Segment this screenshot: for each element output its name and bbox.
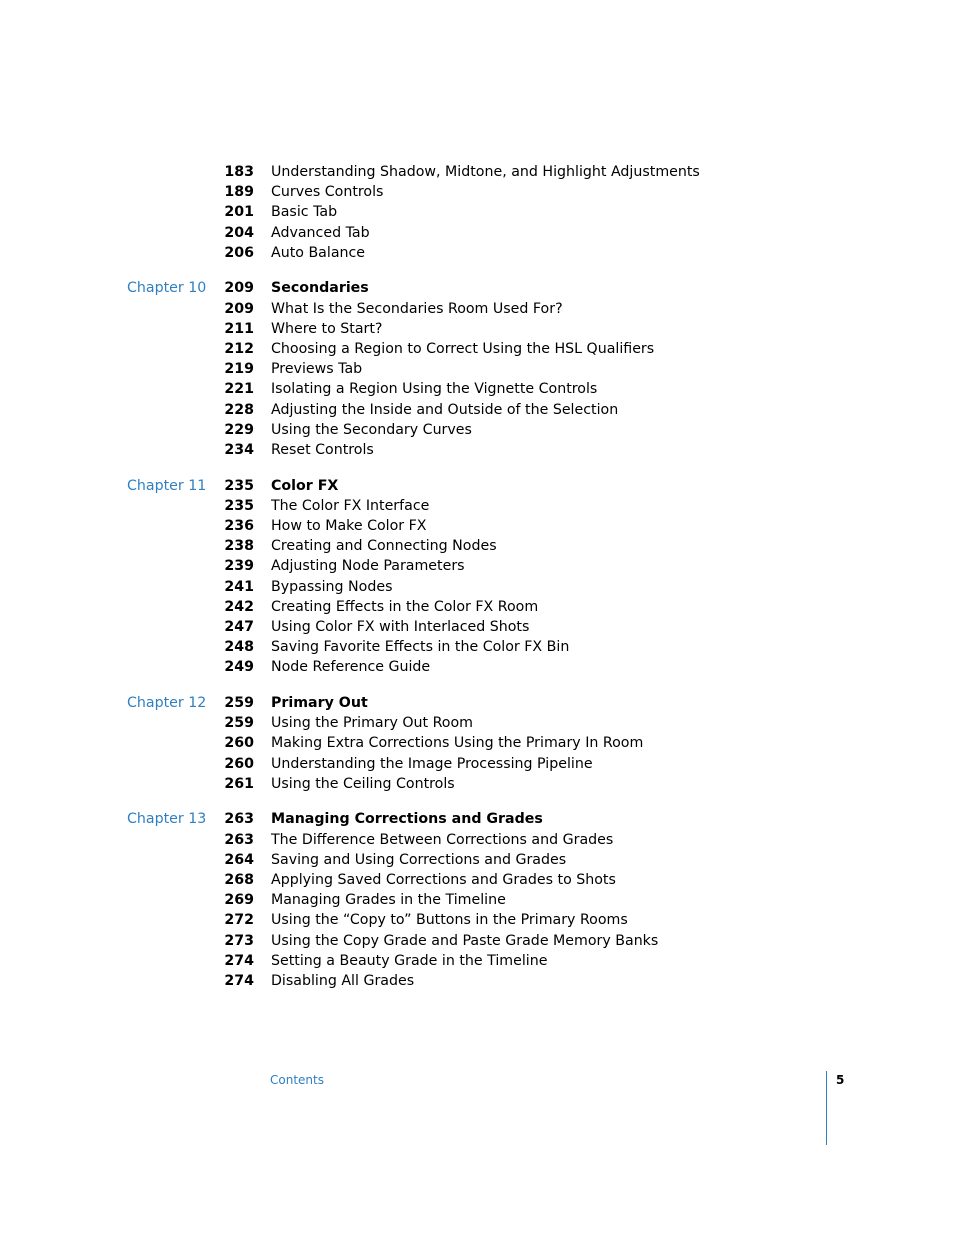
toc-entry-row[interactable] [0,182,954,202]
footer-section-label: Contents [270,1073,324,1087]
toc-page-number: 236 [224,518,254,534]
toc-entry-title[interactable]: Basic Tab [271,204,338,221]
toc-entry-row[interactable] [0,951,954,971]
toc-entry-title[interactable]: Using the Primary Out Room [271,715,473,732]
toc-entry-row[interactable] [0,657,954,677]
toc-page-number: 263 [224,831,254,848]
chapter-label[interactable]: Chapter 12 [127,695,207,711]
toc-entry-title[interactable]: Adjusting the Inside and Outside of the Selection [271,401,619,418]
toc-entry-title[interactable]: Disabling All Grades [271,972,415,989]
toc-entry-row[interactable] [0,754,954,774]
toc-entry-row[interactable] [0,637,954,657]
toc-entry-title[interactable]: Using the “Copy to” Buttons in the Primary Rooms [271,912,628,929]
toc-entry-row[interactable] [0,597,954,617]
table-of-contents [0,162,954,991]
toc-entry-row[interactable] [0,440,954,460]
toc-entry-title[interactable]: Where to Start? [271,320,383,337]
toc-page-number: 234 [224,441,254,458]
toc-page-number: 260 [224,755,254,772]
toc-entry-title[interactable]: Advanced Tab [271,224,370,241]
toc-entry-row[interactable] [0,299,954,319]
toc-entry-title[interactable]: Reset Controls [271,441,374,458]
toc-page-number: 259 [224,715,254,732]
toc-entry-title[interactable]: Managing Grades in the Timeline [271,892,506,909]
toc-entry-row[interactable] [0,617,954,637]
toc-entry-title[interactable]: Bypassing Nodes [271,578,393,595]
toc-entry-row[interactable] [0,910,954,930]
toc-page-number: 247 [224,618,254,635]
toc-entry-title[interactable]: Saving and Using Corrections and Grades [271,851,567,868]
toc-chapter-title[interactable]: Primary Out [271,695,368,711]
toc-entry-row[interactable] [0,774,954,794]
toc-page-number: 268 [224,872,254,888]
toc-entry-row[interactable] [0,379,954,399]
toc-chapter-title[interactable]: Secondaries [271,280,369,297]
toc-entry-title[interactable]: Using the Ceiling Controls [271,775,455,792]
toc-entry-title[interactable]: How to Make Color FX [271,518,427,534]
toc-chapter-heading-row[interactable] [0,693,954,713]
page-number: 5 [836,1073,845,1087]
toc-page-number: 272 [224,912,254,929]
toc-page-number: 209 [224,280,254,297]
toc-page-number: 260 [224,735,254,752]
toc-page-number: 249 [224,659,254,676]
toc-entry-row[interactable] [0,420,954,440]
toc-page-number: 241 [224,578,254,595]
toc-page-number: 261 [224,775,254,792]
toc-page-number: 235 [224,497,254,514]
toc-entry-title[interactable]: Applying Saved Corrections and Grades to Shots [271,872,616,888]
chapter-label[interactable]: Chapter 11 [127,477,207,494]
toc-entry-row[interactable] [0,400,954,420]
toc-chapter-title[interactable]: Managing Corrections and Grades [271,811,543,828]
toc-page-number: 248 [224,639,254,656]
toc-entry-row[interactable] [0,577,954,597]
toc-entry-title[interactable]: Making Extra Corrections Using the Primary In Room [271,735,644,752]
toc-page-number: 242 [224,598,254,615]
toc-entry-title[interactable]: Understanding Shadow, Midtone, and Highlight Adjustments [271,164,700,180]
toc-entry-title[interactable]: Node Reference Guide [271,659,431,676]
toc-page-number: 206 [224,244,254,261]
toc-page-number: 189 [224,184,254,201]
toc-page-number: 269 [224,892,254,909]
toc-page-number: 183 [224,164,254,180]
toc-entry-row[interactable] [0,339,954,359]
toc-page-number: 221 [224,381,254,398]
toc-page-number: 263 [224,811,254,828]
toc-entry-title[interactable]: The Difference Between Corrections and Grades [271,831,614,848]
toc-entry-title[interactable]: The Color FX Interface [271,497,430,514]
toc-entry-row[interactable] [0,516,954,536]
toc-entry-row[interactable] [0,890,954,910]
toc-chapter-heading-row[interactable] [0,278,954,298]
toc-entry-title[interactable]: Adjusting Node Parameters [271,558,465,575]
toc-page-number: 238 [224,538,254,555]
toc-group [0,809,954,991]
toc-page-number: 228 [224,401,254,418]
chapter-label[interactable]: Chapter 13 [127,811,207,828]
toc-page-number: 209 [224,300,254,317]
toc-entry-row[interactable] [0,931,954,951]
chapter-label[interactable]: Chapter 10 [127,280,207,297]
toc-entry-row[interactable] [0,850,954,870]
toc-page-number: 201 [224,204,254,221]
toc-entry-title[interactable]: Auto Balance [271,244,366,261]
toc-entry-row[interactable] [0,556,954,576]
toc-group [0,476,954,678]
toc-entry-title[interactable]: Saving Favorite Effects in the Color FX Bin [271,639,570,656]
toc-chapter-heading-row[interactable] [0,809,954,829]
toc-entry-row[interactable] [0,971,954,991]
toc-entry-row[interactable] [0,359,954,379]
toc-entry-title[interactable]: Using the Copy Grade and Paste Grade Memory Banks [271,932,659,949]
toc-group [0,278,954,460]
toc-entry-row[interactable] [0,202,954,222]
toc-entry-title[interactable]: Creating and Connecting Nodes [271,538,497,555]
toc-entry-title[interactable]: What Is the Secondaries Room Used For? [271,300,563,317]
toc-entry-row[interactable] [0,830,954,850]
toc-chapter-heading-row[interactable] [0,476,954,496]
toc-group [0,693,954,794]
toc-entry-title[interactable]: Choosing a Region to Correct Using the HSL Qualifiers [271,341,655,357]
toc-entry-row[interactable] [0,870,954,890]
toc-entry-title[interactable]: Setting a Beauty Grade in the Timeline [271,952,548,969]
toc-entry-row[interactable] [0,713,954,733]
toc-entry-title[interactable]: Isolating a Region Using the Vignette Controls [271,381,598,398]
toc-group [0,162,954,263]
toc-page-number: 264 [224,851,254,868]
toc-page-number: 204 [224,224,254,241]
toc-page-number: 229 [224,421,254,438]
toc-entry-title[interactable]: Understanding the Image Processing Pipeline [271,755,593,772]
toc-page-number: 274 [224,952,254,969]
toc-entry-title[interactable]: Using the Secondary Curves [271,421,472,438]
toc-entry-row[interactable] [0,536,954,556]
toc-page-number: 212 [224,341,254,357]
toc-entry-row[interactable] [0,162,954,182]
toc-page-number: 235 [224,477,254,494]
toc-page-number: 259 [224,695,254,711]
toc-entry-row[interactable] [0,496,954,516]
footer-divider [826,1071,827,1145]
toc-chapter-title[interactable]: Color FX [271,477,339,494]
toc-page-number: 239 [224,558,254,575]
toc-page-number: 273 [224,932,254,949]
toc-entry-title[interactable]: Previews Tab [271,361,363,378]
toc-page-number: 274 [224,972,254,989]
toc-entry-row[interactable] [0,243,954,263]
toc-entry-row[interactable] [0,319,954,339]
toc-page-number: 219 [224,361,254,378]
toc-entry-row[interactable] [0,223,954,243]
toc-page-number: 211 [224,320,254,337]
toc-entry-row[interactable] [0,733,954,753]
toc-entry-title[interactable]: Creating Effects in the Color FX Room [271,598,539,615]
toc-entry-title[interactable]: Curves Controls [271,184,384,201]
toc-entry-title[interactable]: Using Color FX with Interlaced Shots [271,618,530,635]
